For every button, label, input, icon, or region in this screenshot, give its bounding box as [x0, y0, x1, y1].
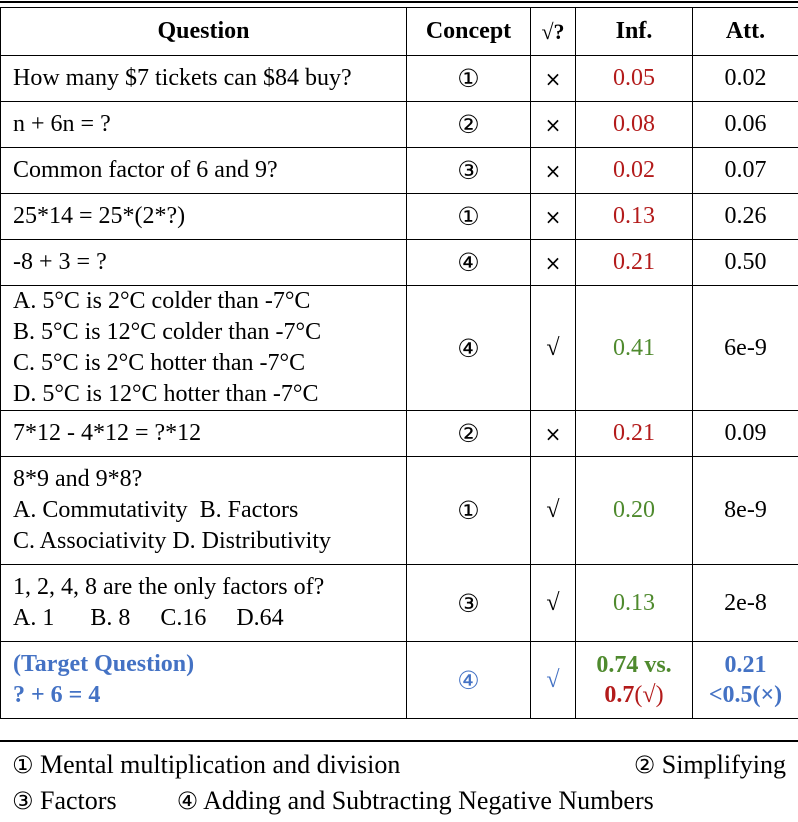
legend-item-2 — [634, 747, 786, 783]
question-line: B. 5°C is 12°C colder than -7°C — [13, 319, 322, 345]
table-row — [1, 286, 798, 411]
inf-cell: 0.08 — [576, 102, 693, 148]
att-cell: 0.07 — [693, 148, 798, 194]
question-line: C. 5°C is 2°C hotter than -7°C — [13, 350, 306, 376]
inf-cell: 0.20 — [576, 457, 693, 565]
concept-cell: ② — [407, 411, 531, 457]
question-line: n + 6n = ? — [13, 111, 111, 137]
att-cell: 0.02 — [693, 56, 798, 102]
concept-cell: ③ — [407, 565, 531, 642]
table-row — [1, 56, 798, 102]
concept-cell: ② — [407, 102, 531, 148]
concept-cell: ① — [407, 194, 531, 240]
att-cell: 8e-9 — [693, 457, 798, 565]
question-line: 7*12 - 4*12 = ?*12 — [13, 420, 202, 446]
inf-cell: 0.05 — [576, 56, 693, 102]
table-row — [1, 102, 798, 148]
att-cell: 6e-9 — [693, 286, 798, 411]
question-line: A. 5°C is 2°C colder than -7°C — [13, 288, 311, 314]
target-att-threshold: <0.5(×) — [708, 682, 783, 708]
question-line: 1, 2, 4, 8 are the only factors of? — [13, 574, 325, 600]
inf-cell: 0.13 — [576, 565, 693, 642]
concept-legend — [12, 747, 786, 819]
legend-symbol-4: ④ — [176, 787, 199, 815]
question-cell — [1, 457, 407, 565]
target-label: (Target Question) — [13, 651, 195, 677]
inf-cell: 0.21 — [576, 240, 693, 286]
legend-label-1: Mental multiplication and division — [40, 750, 401, 779]
question-line: C. Associativity D. Distributivity — [13, 528, 332, 554]
inf-cell: 0.41 — [576, 286, 693, 411]
question-cell — [1, 565, 407, 642]
bottom-rule — [0, 740, 798, 742]
header-check: √? — [531, 8, 576, 56]
question-cell — [1, 411, 407, 457]
legend-symbol-1: ① — [12, 751, 34, 779]
table-row — [1, 565, 798, 642]
question-cell — [1, 148, 407, 194]
check-cell: √ — [531, 457, 576, 565]
check-cell: × — [531, 102, 576, 148]
inf-cell: 0.02 — [576, 148, 693, 194]
legend-item-1 — [12, 747, 400, 783]
question-line: A. Commutativity B. Factors — [13, 497, 299, 523]
table-row — [1, 194, 798, 240]
header-inf: Inf. — [576, 8, 693, 56]
question-line: A. 1 B. 8 C.16 D.64 — [13, 605, 284, 631]
header-row — [1, 8, 798, 56]
inf-cell: 0.21 — [576, 411, 693, 457]
check-cell: × — [531, 240, 576, 286]
att-cell: 0.50 — [693, 240, 798, 286]
top-rule — [0, 1, 798, 3]
influence-table — [0, 7, 798, 719]
check-cell: × — [531, 148, 576, 194]
target-inf-value: 0.74 vs. — [596, 652, 672, 678]
question-line: -8 + 3 = ? — [13, 249, 107, 275]
target-att-value: 0.21 — [724, 652, 767, 678]
check-cell: × — [531, 411, 576, 457]
legend-item-4 — [177, 783, 654, 819]
table-row — [1, 240, 798, 286]
question-line: 25*14 = 25*(2*?) — [13, 203, 186, 229]
target-check: √ — [531, 642, 576, 719]
legend-label-4: Adding and Subtracting Negative Numbers — [203, 786, 654, 815]
header-concept: Concept — [407, 8, 531, 56]
concept-cell: ④ — [407, 286, 531, 411]
check-cell: × — [531, 56, 576, 102]
concept-cell: ④ — [407, 240, 531, 286]
att-cell: 0.06 — [693, 102, 798, 148]
table-row — [1, 411, 798, 457]
legend-item-3 — [12, 783, 117, 819]
table-row — [1, 457, 798, 565]
question-line: D. 5°C is 12°C hotter than -7°C — [13, 381, 319, 407]
legend-symbol-2: ② — [633, 751, 656, 779]
concept-cell: ① — [407, 56, 531, 102]
legend-label-3: Factors — [40, 786, 117, 815]
question-cell — [1, 286, 407, 411]
att-cell: 0.09 — [693, 411, 798, 457]
target-row — [1, 642, 798, 719]
check-cell: √ — [531, 565, 576, 642]
table-row — [1, 148, 798, 194]
check-cell: √ — [531, 286, 576, 411]
target-inf-cell — [576, 642, 693, 719]
target-question-cell — [1, 642, 407, 719]
target-att-cell — [693, 642, 798, 719]
question-cell — [1, 194, 407, 240]
question-cell — [1, 240, 407, 286]
target-question: ? + 6 = 4 — [13, 682, 101, 708]
question-line: Common factor of 6 and 9? — [13, 157, 278, 183]
legend-symbol-3: ③ — [12, 787, 34, 815]
concept-cell: ③ — [407, 148, 531, 194]
target-concept: ④ — [407, 642, 531, 719]
header-att: Att. — [693, 8, 798, 56]
target-inf-threshold: 0.7 — [604, 682, 635, 708]
att-cell: 0.26 — [693, 194, 798, 240]
question-cell — [1, 56, 407, 102]
question-line: How many $7 tickets can $84 buy? — [13, 65, 352, 91]
legend-label-2: Simplifying — [661, 750, 786, 779]
inf-cell: 0.13 — [576, 194, 693, 240]
question-line: 8*9 and 9*8? — [13, 466, 143, 492]
question-cell — [1, 102, 407, 148]
concept-cell: ① — [407, 457, 531, 565]
header-question: Question — [1, 8, 407, 56]
att-cell: 2e-8 — [693, 565, 798, 642]
target-inf-threshold-mark: (√) — [634, 682, 664, 708]
check-cell: × — [531, 194, 576, 240]
